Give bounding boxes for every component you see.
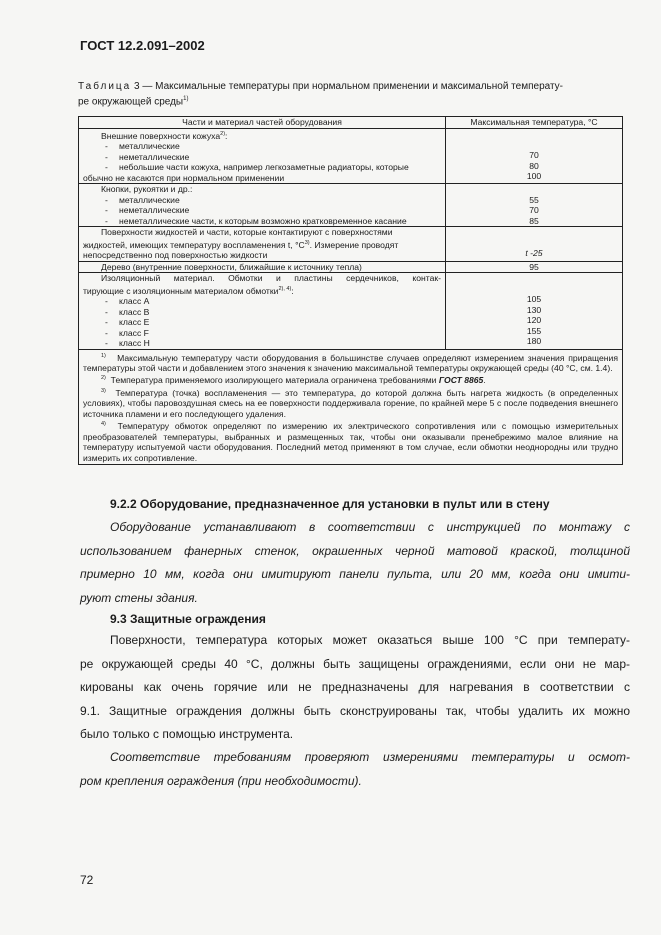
list-item: - неметаллические части, к которым возможно кратковременное касание [105,215,407,226]
list-item: - класс Н [105,338,150,349]
table-row-insulation [79,273,623,349]
table-value: 105 [526,294,542,305]
table-note-1: $^{1)}$ Максимальную температуру части оборудования в большинстве случаев определяют измерением значения приращения температуры этой части и добавлением этого значения к значению максимальной температуры окружающей среды (40 °С, см. 1.4). [83,352,619,373]
outer-surfaces-title: Внешние поверхности кожуха$^{2)}$: [101,130,228,141]
table-value: 120 [526,315,542,326]
table-notes-row [79,349,623,464]
table-value: 130 [526,304,542,315]
table-value: 70 [529,205,539,216]
wood-cell: Дерево (внутренние поверхности, ближайшие к источнику тепла) [79,261,446,273]
table-header-max-temp: Максимальная температура, °С [446,117,623,129]
list-item: - класс В [105,306,150,317]
section-9-3-paragraph: Поверхности, температура которых может оказаться выше 100 °С при температу- ре окружающей среды 40 °С, должны быть защищены ограждениями, если они не мар- кированы как очень горячие или не предназначены для нагревания в соответствии с 9.1. Защитные ограждения должны быть сконструированы так, чтобы удалить их можно было только с помощью инструмента. [80,633,630,741]
list-item: - металлические [105,141,180,152]
insulation-values [446,273,623,349]
list-item-continuation: обычно не касаются при нормальном применении [83,172,285,183]
list-item: - класс Е [105,317,150,328]
table-notes [79,349,623,464]
outer-surfaces-cell [79,129,446,184]
list-item: - металлические [105,194,180,205]
outer-surfaces-values [446,129,623,184]
table-header-row [79,117,623,129]
table-caption-note-ref: 1) [183,96,189,102]
table-row-buttons-handles [79,184,623,227]
table-caption-label: Таблица [78,81,132,92]
table-caption-text: — Максимальные температуры при нормальном применении и максимальной температу- [142,81,563,92]
buttons-handles-cell [79,184,446,227]
table-caption-number: 3 [134,81,140,92]
table-value: 180 [526,336,542,347]
section-heading-9-2-2: 9.2.2 Оборудование, предназначенное для установки в пульт или в стену [110,497,550,511]
table-header-parts: Части и материал частей оборудования [79,117,446,129]
temperature-table [78,116,623,465]
table-note-2: $^{2)}$ Температура применяемого изолирующего материала ограничена требованиями ГОСТ 8865. [101,375,486,386]
table-value: 155 [526,325,542,336]
buttons-handles-values [446,184,623,227]
document-header: ГОСТ 12.2.091–2002 [80,38,205,53]
section-heading-9-3: 9.3 Защитные ограждения [110,612,266,626]
section-9-3-compliance-paragraph: Соответствие требованиям проверяют измерениями температуры и осмот- ром крепления ограждения (при необходимости). [80,750,630,788]
section-9-2-2-paragraph: Оборудование устанавливают в соответствии с инструкцией по монтажу с использованием фанерных стенок, окрашенных черной матовой краской, толщиной примерно 10 мм, когда они имитируют панели пульта, или 20 мм, когда они имити- руют стены здания. [80,520,630,605]
list-item: - класс А [105,296,150,307]
table-caption-text-2: ре окружающей среды [78,96,184,108]
list-item: - неметаллические [105,151,190,162]
list-item: - неметаллические [105,205,190,216]
table-note-3: $^{3)}$ Температура (точка) воспламенения — это температура, до которой должна быть нагрета жидкость (в определенных условиях), чтобы паровоздушная смесь на ее поверхности поддерживала горение, по крайней мере 5 с после подведения внешнего источника пламени и его последующего удаления. [83,387,618,419]
page-number: 72 [80,873,94,887]
table-row-wood [79,261,623,273]
table-value: t -25 [525,248,543,259]
liquid-surfaces-values [446,227,623,261]
table-row-liquid-surfaces [79,227,623,261]
insulation-cell: Изоляционный материал. Обмотки и пластины сердечников, контак- тирующие с изоляционным материалом обмотки$^{2), 4)}$: - класс А - класс В - класс Е - класс F - класс Н [79,273,446,349]
table-note-4: $^{4)}$ Температуру обмоток определяют по измерению их электрического сопротивления или с помощью измерительных преобразователей температуры, выбранных и размещенных так, чтобы они оказывали пренебрежимо малое влияние на температуру испытуемой части оборудования. Последний метод применяют в том случае, если обмотки неоднородны или трудно измерить их сопротивление. [83,421,618,463]
table-value: 80 [529,160,539,171]
table-row-outer-surfaces [79,129,623,184]
liquid-surfaces-cell: Поверхности жидкостей и части, которые контактируют с поверхностями жидкостей, имеющих температуру воспламенения t, $^\circ С^{3)}$. Измерение проводят непосредственно под поверхностью жидкости [79,227,446,261]
table-value: 70 [529,150,539,160]
buttons-handles-title: Кнопки, рукоятки и др.: [101,184,193,195]
table-value: 85 [529,215,539,226]
table-caption [78,80,630,108]
table-value: 55 [529,194,539,205]
wood-value: 95 [446,261,623,273]
list-item: - класс F [105,327,149,338]
table-value: 100 [526,171,542,181]
list-item: - небольшие части кожуха, например легкозаметные радиаторы, которые [105,162,409,173]
